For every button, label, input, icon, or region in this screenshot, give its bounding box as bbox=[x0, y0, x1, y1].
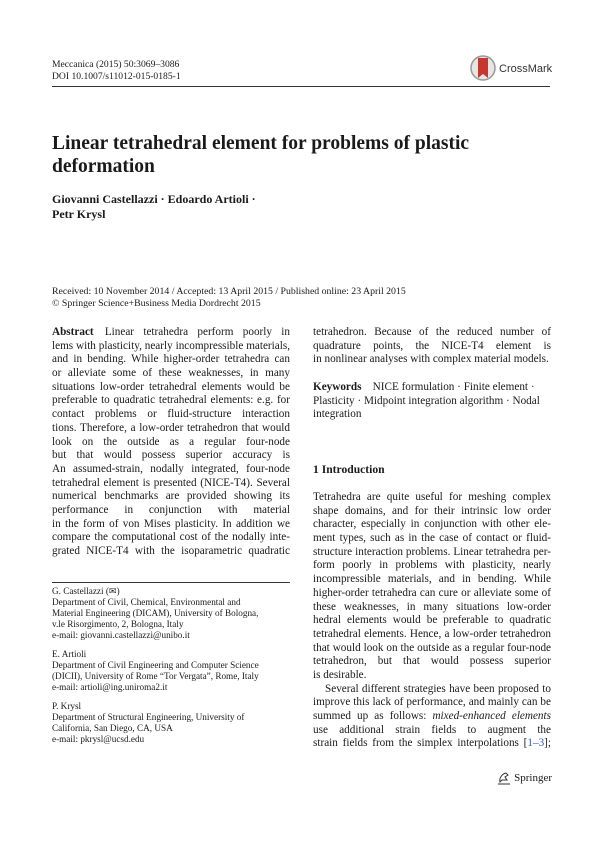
introduction-heading: 1 Introduction bbox=[313, 463, 385, 476]
text-line: that would look on the outside as a regular four-node bbox=[313, 641, 551, 654]
text-line: An assumed-strain, nodally integrated, four-node bbox=[52, 462, 290, 475]
springer-logo bbox=[497, 771, 552, 785]
affiliation-block bbox=[52, 701, 292, 745]
text-line: look on the outside as a regular four-node bbox=[52, 435, 290, 448]
text-line: situations low-order tetrahedral elements would be bbox=[52, 380, 290, 393]
text-line: strain fields from the simplex interpolations [1–3]; bbox=[313, 737, 551, 750]
affiliation-block bbox=[52, 586, 292, 641]
affiliations bbox=[52, 586, 292, 753]
text-line: structure interaction problems. Linear tetrahedra per- bbox=[313, 545, 551, 558]
springer-horse-icon bbox=[497, 771, 511, 785]
text-line: these weaknesses, in many situations low-order bbox=[313, 600, 551, 613]
keywords bbox=[313, 381, 551, 422]
keyword-line: Keywords NICE formulation · Finite element · bbox=[313, 381, 535, 393]
affiliation-block bbox=[52, 649, 292, 693]
paper-title bbox=[52, 132, 512, 178]
text-line: performance in conjunction with material bbox=[52, 503, 290, 516]
text-line: and in bending. While higher-order tetrahedra can bbox=[52, 353, 290, 366]
keyword-line: integration bbox=[313, 408, 362, 421]
text-line: numerical benchmarks are provided showing its bbox=[52, 490, 290, 503]
crossmark-badge[interactable] bbox=[470, 54, 552, 84]
affiliation-name: E. Artioli bbox=[52, 649, 87, 659]
journal-header bbox=[52, 59, 181, 83]
text-line: tetrahedron, but that would possess superior bbox=[313, 655, 551, 668]
affiliation-name: P. Krysl bbox=[52, 701, 82, 711]
affiliation-line: v.le Risorgimento, 2, Bologna, Italy bbox=[52, 619, 184, 629]
crossmark-label: CrossMark bbox=[499, 63, 553, 75]
affiliation-line: Department of Structural Engineering, University of bbox=[52, 712, 245, 722]
text-line: hedral elements would be preferable to quadratic bbox=[313, 614, 551, 627]
email-link[interactable]: e-mail: artioli@ing.uniroma2.it bbox=[52, 682, 168, 692]
text-line: but that would possess superior accuracy is bbox=[52, 449, 290, 462]
affiliation-line: Department of Civil Engineering and Computer Science bbox=[52, 660, 259, 670]
email-link[interactable]: e-mail: giovanni.castellazzi@unibo.it bbox=[52, 630, 190, 640]
text-line: quadrature points, the NICE-T4 element is bbox=[313, 339, 551, 352]
crossmark-logo-icon bbox=[470, 54, 496, 84]
emphasis: mixed-enhanced elements bbox=[432, 710, 551, 722]
text-line: Abstract Linear tetrahedra perform poorly in bbox=[52, 326, 290, 338]
affiliation-line: Material Engineering (DICAM), University of Bologna, bbox=[52, 608, 259, 618]
title-line: Linear tetrahedral element for problems of plastic bbox=[52, 133, 470, 154]
text-line: higher-order tetrahedra can cure or alleviate some of bbox=[313, 586, 551, 599]
citation-link[interactable]: 1 bbox=[527, 737, 533, 750]
text-line: form poorly in problems with plasticity, nearly bbox=[313, 559, 551, 572]
text-line: preferable to quadratic tetrahedral elements: e.g. for bbox=[52, 394, 290, 407]
introduction-text bbox=[313, 491, 551, 751]
doi[interactable]: DOI 10.1007/s11012-015-0185-1 bbox=[52, 71, 181, 82]
author-line: Giovanni Castellazzi · Edoardo Artioli · bbox=[52, 192, 256, 206]
text-line: or alleviate some of these weaknesses, in many bbox=[52, 367, 290, 380]
section-heading bbox=[313, 463, 551, 477]
affiliation-line: Department of Civil, Chemical, Environmental and bbox=[52, 597, 241, 607]
text-line: use additional strain fields to augment the bbox=[313, 723, 551, 736]
email-link[interactable]: e-mail: pkrysl@ucsd.edu bbox=[52, 734, 145, 744]
author-list bbox=[52, 192, 256, 221]
text-line: tetrahedral elements. Hence, a low-order tetrahedron bbox=[313, 627, 551, 640]
text-line: in nonlinear analyses with complex material models. bbox=[313, 353, 549, 366]
text-line: is desirable. bbox=[313, 668, 367, 681]
text-line: compare the computational cost of the nodally inte- bbox=[52, 531, 290, 544]
text-line: grated NICE-T4 with the isoparametric quadratic bbox=[52, 545, 290, 557]
affiliation-name: G. Castellazzi (✉) bbox=[52, 586, 120, 596]
copyright-line: © Springer Science+Business Media Dordrecht 2015 bbox=[52, 298, 261, 309]
text-line: tions. Therefore, a low-order tetrahedron that would bbox=[52, 421, 290, 434]
abstract-right bbox=[313, 326, 551, 367]
text-line: incompressible materials, and in bending. While bbox=[313, 573, 551, 586]
affiliation-line: California, San Diego, CA, USA bbox=[52, 723, 173, 733]
abstract-left bbox=[52, 326, 290, 559]
keyword-line: Plasticity · Midpoint integration algorithm · Nodal bbox=[313, 394, 540, 407]
text-line: Tetrahedra are quite useful for meshing complex bbox=[313, 491, 551, 503]
text-line: ment types, such as in the case of contact or fluid- bbox=[313, 532, 551, 545]
text-line: lems with plasticity, nearly incompressible materials, bbox=[52, 339, 290, 352]
text-line: Several different strategies have been proposed to bbox=[325, 682, 551, 695]
text-line: improve this lack of performance, and mainly can be bbox=[313, 696, 551, 709]
title-line: deformation bbox=[52, 156, 155, 177]
abstract-label: Abstract bbox=[52, 326, 94, 338]
text-line: character, especially in conjunction with other ele- bbox=[313, 518, 551, 531]
text-line: contact problems or fluid-structure interaction bbox=[52, 408, 290, 421]
author-line: Petr Krysl bbox=[52, 206, 106, 221]
text-line: shape domains, and for their intrinsic low order bbox=[313, 504, 551, 517]
dates-line: Received: 10 November 2014 / Accepted: 13 April 2015 / Published online: 23 April 2015 bbox=[52, 286, 406, 297]
citation-dash: – bbox=[532, 737, 539, 750]
affiliation-line: (DICII), University of Rome “Tor Vergata”, Rome, Italy bbox=[52, 671, 259, 681]
springer-label: Springer bbox=[514, 772, 552, 784]
text-line: summed up as follows: mixed-enhanced elements bbox=[313, 710, 551, 722]
text-line: tetrahedral element is presented (NICE-T4). Several bbox=[52, 476, 290, 489]
text-line: tetrahedron. Because of the reduced number of bbox=[313, 326, 551, 338]
journal-citation: Meccanica (2015) 50:3069–3086 bbox=[52, 59, 180, 70]
footnote-rule bbox=[52, 582, 290, 583]
citation-link[interactable]: 3 bbox=[538, 737, 545, 750]
publication-dates bbox=[52, 286, 406, 310]
text-line: in the form of von Mises plasticity. In addition we bbox=[52, 517, 290, 530]
header-rule bbox=[52, 86, 550, 87]
keywords-label: Keywords bbox=[313, 381, 362, 393]
